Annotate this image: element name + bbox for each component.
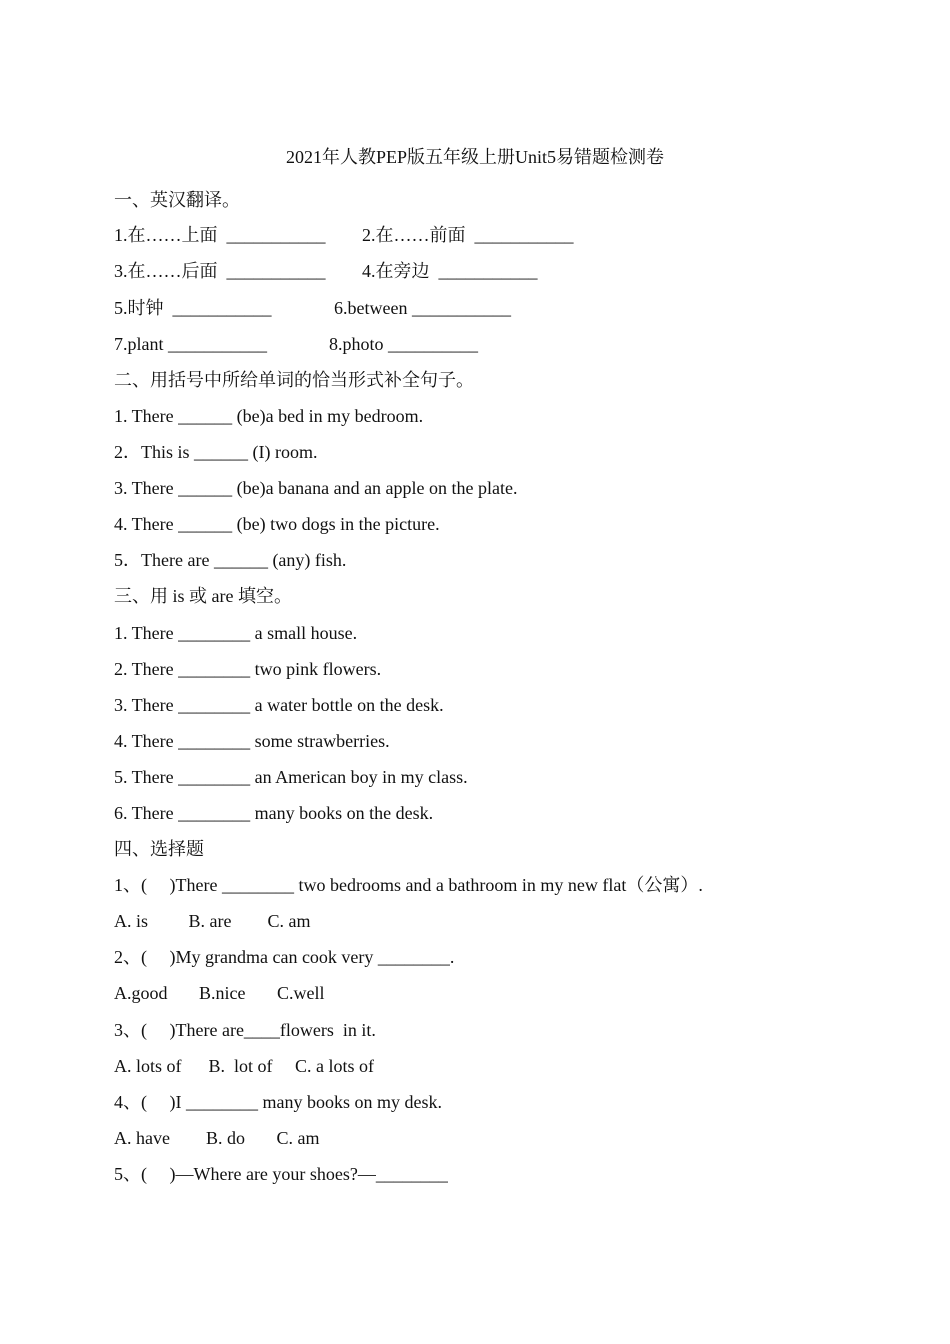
translation-item-8: 8.photo __________	[329, 334, 479, 354]
is-are-item-1: 1. There ________ a small house.	[114, 623, 358, 643]
translation-item-3: 3.在……后面 ___________	[114, 261, 326, 281]
fill-form-item-4: 4. There ______ (be) two dogs in the picture.	[114, 514, 440, 534]
is-are-item-5: 5. There ________ an American boy in my class.	[114, 767, 468, 787]
section-4-heading: 四、选择题	[114, 839, 204, 859]
section-3-heading: 三、用 is 或 are 填空。	[114, 586, 292, 606]
page-title: 2021年人教PEP版五年级上册Unit5易错题检测卷	[285, 147, 665, 167]
is-are-item-3: 3. There ________ a water bottle on the desk.	[114, 695, 444, 715]
section-2-heading: 二、用括号中所给单词的恰当形式补全句子。	[114, 370, 474, 390]
choice-question-2: 2、( )My grandma can cook very ________.	[114, 947, 455, 967]
choice-options-3: A. lots of B. lot of C. a lots of	[114, 1056, 374, 1076]
fill-form-item-3: 3. There ______ (be)a banana and an apple on the plate.	[114, 478, 518, 498]
section-1-heading: 一、英汉翻译。	[114, 190, 240, 210]
translation-item-5: 5.时钟 ___________	[114, 298, 272, 318]
translation-item-7: 7.plant ___________	[114, 334, 267, 354]
choice-options-1: A. is B. are C. am	[114, 911, 311, 931]
translation-item-2: 2.在……前面 ___________	[362, 225, 574, 245]
is-are-item-6: 6. There ________ many books on the desk.	[114, 803, 434, 823]
is-are-item-4: 4. There ________ some strawberries.	[114, 731, 390, 751]
choice-options-2: A.good B.nice C.well	[114, 983, 325, 1003]
choice-question-1: 1、( )There ________ two bedrooms and a bathroom in my new flat（公寓）.	[114, 875, 703, 895]
choice-question-4: 4、( )I ________ many books on my desk.	[114, 1092, 442, 1112]
translation-item-6: 6.between ___________	[334, 298, 511, 318]
choice-question-3: 3、( )There are____flowers in it.	[114, 1020, 376, 1040]
is-are-item-2: 2. There ________ two pink flowers.	[114, 659, 382, 679]
fill-form-item-1: 1. There ______ (be)a bed in my bedroom.	[114, 406, 424, 426]
choice-question-5: 5、( )—Where are your shoes?—________	[114, 1164, 448, 1184]
translation-item-1: 1.在……上面 ___________	[114, 225, 326, 245]
choice-options-4: A. have B. do C. am	[114, 1128, 320, 1148]
fill-form-item-2: 2．This is ______ (I) room.	[114, 442, 318, 462]
fill-form-item-5: 5．There are ______ (any) fish.	[114, 550, 347, 570]
translation-item-4: 4.在旁边 ___________	[362, 261, 538, 281]
